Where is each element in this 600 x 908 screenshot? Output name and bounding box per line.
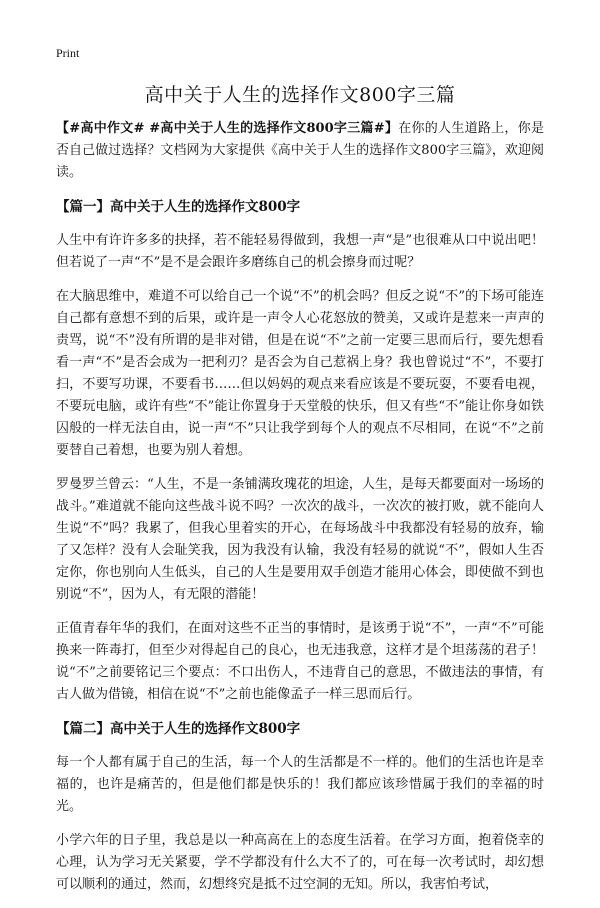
section-heading-1: 【篇一】高中关于人生的选择作文800字 — [56, 199, 301, 215]
section1-paragraph: 人生中有许许多多的抉择，若不能轻易得做到，我想一声“是”也很难从口中说出吧！但若说了一声“不”是不是会跟许多磨练自己的机会擦身而过呢？ — [56, 233, 544, 270]
section1-paragraph: 罗曼罗兰曾云：“人生，不是一条铺满玫瑰花的坦途，人生，是每天都要面对一场场的战斗。”难道就不能向这些战斗说不吗？一次次的战斗，一次次的被打败，就不能向人生说“不”吗？我累了，但我心里着实的开心，在每场战斗中我都没有轻易的放弃，输了又怎样？没有人会耻笑我，因为我没有认输，我没有轻易的就说“不”，假如人生否定你，你也别向人生低头，自己的人生是要用双手创造才能用心体会，即使做不到也别说“不”，因为人，有无限的潜能！ — [56, 477, 544, 602]
section1-paragraph: 在大脑思维中，难道不可以给自己一个说“不”的机会吗？但反之说“不”的下场可能连自己都有意想不到的后果，或许是一声令人心花怒放的赞美，又或许是惹来一声声的责骂，说“不”没有所谓的是非对错，但是在说“不”之前一定要三思而后行，要先想看看一声“不”是否会成为一把利刃？是否会为自己惹祸上身？我也曾说过“不”，不要打扫，不要写功课，不要看书……但以妈妈的观点来看应该是不要玩耍，不要看电视，不要玩电脑，或许有些“不”能让你置身于天堂般的快乐，但又有些“不”能让你身如铁囚般的一样无法自由，说一声“不”只让我学到每个人的观点不尽相同，在说“不”之前要替自己着想，也要为别人着想。 — [56, 289, 544, 458]
page-title: 高中关于人生的选择作文800字三篇 — [144, 84, 456, 106]
section2-paragraph: 每一个人都有属于自己的生活，每一个人的生活都是不一样的。他们的生活也许是幸福的，也许是痛苦的，但是他们都是快乐的！我们都应该珍惜属于我们的幸福的时光。 — [56, 755, 544, 814]
section2-paragraph: 小学六年的日子里，我总是以一种高高在上的态度生活着。在学习方面，抱着侥幸的心理，认为学习无关紧要，学不学都没有什么大不了的，可在每一次考试时，却幻想可以顺利的通过，然而，幻想终究是抵不过空洞的无知。所以，我害怕考试， — [56, 833, 544, 892]
section-heading-2: 【篇二】高中关于人生的选择作文800字 — [56, 721, 301, 737]
intro-text: 在你的人生道路上，你是否自己做过选择？文档网为大家提供《高中关于人生的选择作文800字三篇》，欢迎阅读。 — [56, 121, 544, 180]
section1-paragraph: 正值青春年华的我们，在面对这些不正当的事情时，是该勇于说“不”，一声“不”可能换来一阵毒打，但至少对得起自己的良心，也无违我意，这样才是个坦荡荡的君子！说“不”之前要铭记三个要点：不口出伤人，不违背自己的意思，不做违法的事情，有古人做为借镜，相信在说“不”之前也能像孟子一样三思而后行。 — [56, 621, 544, 702]
print-label: Print — [56, 46, 80, 60]
intro-paragraph — [56, 118, 544, 184]
document-body — [56, 118, 544, 908]
intro-tag: 【#高中作文# #高中关于人生的选择作文800字三篇#】 — [56, 121, 399, 136]
